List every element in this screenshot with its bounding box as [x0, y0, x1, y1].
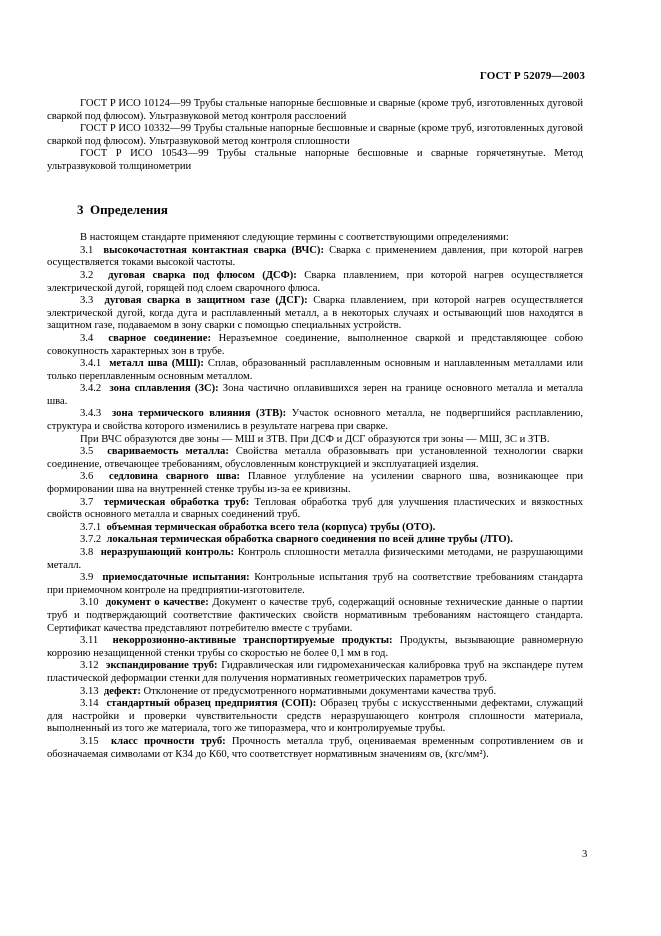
definition-item	[47, 497, 583, 522]
definition-text: Плавное углубление на усилении сварного шва, возникающее при формировании шва на внутренней стенке трубы из-за ее кривизны.	[47, 471, 583, 496]
definition-number: 3.1	[80, 244, 94, 256]
section-intro: В настоящем стандарте применяют следующие термины с соответствующими определениями:	[80, 232, 509, 244]
definition-item	[47, 572, 583, 597]
definition-number: 3.14	[80, 698, 99, 710]
definition-number: 3.2	[80, 269, 94, 281]
definition-item	[47, 270, 583, 295]
definition-number: 3.3	[80, 295, 94, 307]
definition-item	[47, 660, 583, 685]
page-number: 3	[582, 849, 588, 860]
definition-text: Документ о качестве труб, содержащий основные технические данные о партии труб и подтверждающий соответствие фактических свойств нормативным требованиям настоящего стандарта. Сертификат качества представляют потребителю вместе с трубами.	[47, 597, 583, 634]
definition-term: некоррозионно-активные транспортируемые продукты:	[112, 635, 393, 647]
definition-item	[47, 471, 583, 496]
definition-term: высокочастотная контактная сварка (ВЧС):	[103, 244, 324, 256]
definition-term: свариваемость металла:	[107, 446, 229, 458]
definition-item	[47, 736, 583, 761]
reference-item: ГОСТ Р ИСО 10124—99 Трубы стальные напорные бесшовные и сварные (кроме труб, изготовленных дуговой сваркой под флюсом). Ультразвуковой метод контроля расслоений	[47, 98, 583, 122]
definition-term: стандартный образец предприятия (СОП):	[106, 698, 317, 710]
definition-text: Зона частично оплавившихся зерен на границе основного металла и металла шва.	[47, 383, 583, 407]
definition-term: дуговая сварка под флюсом (ДСФ):	[108, 269, 297, 281]
definition-term: дефект:	[103, 685, 141, 697]
definition-term: неразрушающий контроль:	[100, 547, 235, 558]
definition-text: Тепловая обработка труб для улучшения пластических и вязкостных свойств основного металла и сварных соединений труб.	[47, 496, 584, 521]
definition-text: Сплав, образованный расплавленным основным и наплавленным металлами или только переплавленным основным металлом.	[47, 358, 583, 382]
reference-item: ГОСТ Р ИСО 10543—99 Трубы стальные напорные бесшовные и сварные горячетянутые. Метод ультразвуковой толщинометрии	[47, 148, 583, 172]
definition-item	[47, 547, 583, 572]
definition-term: приемосдаточные испытания:	[102, 572, 250, 584]
definition-number: 3.4	[80, 332, 94, 344]
definition-term: объемная термическая обработка всего тела (корпуса) трубы (ОТО).	[106, 521, 436, 533]
definition-text: Прочность металла труб, оцениваемая временным сопротивлением σв и обозначаемая символами от К34 до К60, что соответствует нормативным значениям σв, (кгс/мм²).	[47, 735, 584, 760]
definition-item	[47, 686, 583, 699]
definition-item	[47, 434, 583, 447]
definition-number: 3.12	[80, 660, 99, 672]
definition-item	[47, 383, 583, 408]
definition-text: Образец трубы с искусственными дефектами, служащий для настройки и проверки чувствительности средств неразрушающего контроля сплошности материала, выполненный из того же материала, того же типоразмера, что и контролируемые трубы.	[47, 698, 583, 735]
definition-number: 3.4.2	[80, 383, 102, 395]
definition-item	[47, 408, 583, 433]
reference-item: ГОСТ Р ИСО 10332—99 Трубы стальные напорные бесшовные и сварные (кроме труб, изготовленных дуговой сваркой под флюсом). Ультразвуковой метод контроля сплошности	[47, 123, 583, 147]
definition-item	[47, 245, 583, 270]
definition-item	[47, 295, 583, 333]
definition-term: дуговая сварка в защитном газе (ДСГ):	[104, 295, 308, 307]
definition-number: 3.6	[80, 471, 94, 483]
definition-term: зона сплавления (ЗС):	[109, 383, 219, 395]
definition-number: 3.7.2	[80, 534, 102, 546]
definition-number: 3.11	[80, 635, 99, 647]
definition-term: сварное соединение:	[108, 332, 211, 344]
definition-number: 3.8	[80, 547, 94, 558]
definition-number: 3.13	[80, 685, 99, 697]
definition-text: Участок основного металла, не подвергшийся расплавлению, структура и свойства которого изменились в результате нагрева при сварке.	[47, 408, 584, 433]
definition-term: документ о качестве:	[105, 597, 209, 609]
definition-text: Сварка плавлением, при которой нагрев осуществляется электрической дугой, горящей под слоем сварочного флюса.	[47, 269, 584, 294]
definition-term: термическая обработка труб:	[103, 496, 250, 508]
definition-item	[47, 522, 583, 535]
definition-text: Отклонение от предусмотренного нормативными документами качества труб.	[140, 685, 497, 697]
definition-term: зона термического влияния (ЗТВ):	[111, 408, 287, 420]
definition-text: Сварка плавлением, при которой нагрев осуществляется электрической дугой, когда дуга и расплавленный металл, а в некоторых случаях и остывающий шов находятся в защитном газе, подаваемом в зону сварки с помощью специальных устройств.	[47, 295, 583, 332]
definition-number: 3.7	[80, 496, 94, 508]
definition-number: 3.10	[80, 597, 99, 609]
definition-number: 3.4.1	[80, 358, 102, 370]
definition-term: металл шва (МШ):	[109, 358, 204, 370]
definition-term: локальная термическая обработка сварного соединения по всей длине трубы (ЛТО).	[106, 534, 513, 546]
references-list	[47, 98, 583, 174]
definition-text: Продукты, вызывающие равномерную коррозию незащищенной стенки трубы со скоростью не более 0,1 мм в год.	[47, 635, 583, 659]
section-heading	[77, 201, 583, 217]
definition-text: Неразъемное соединение, выполненное сваркой и представляющее собою совокупность характерных зон в трубе.	[47, 332, 583, 357]
definition-text: Гидравлическая или гидромеханическая калибровка труб на экспандере путем пластической деформации стенки для получения нормативных геометрических параметров труб.	[47, 660, 584, 684]
definition-item	[47, 635, 583, 660]
definition-text: Сварка с применением давления, при которой нагрев осуществляется токами высокой частоты.	[47, 244, 583, 269]
section-title: Определения	[90, 201, 168, 217]
definition-number: 3.9	[80, 572, 94, 584]
definition-text: При ВЧС образуются две зоны — МШ и ЗТВ. При ДСФ и ДСГ образуются три зоны — МШ, ЗС и ЗТВ.	[80, 433, 550, 445]
definition-number: 3.5	[80, 446, 94, 458]
definition-term: седловина сварного шва:	[109, 471, 241, 483]
definition-item	[47, 698, 583, 736]
definition-item	[47, 446, 583, 471]
document-body	[47, 98, 583, 761]
definition-number: 3.4.3	[80, 408, 102, 420]
definition-text: Свойства металла образовывать при установленной технологии сварки соединение, отвечающее требованиям, обусловленным конструкцией и эксплуатацией изделия.	[47, 446, 583, 470]
document-id-header: ГОСТ Р 52079—2003	[479, 70, 585, 82]
definition-text: Контрольные испытания труб на соответствие требованиям стандарта при приемочном контроле на предприятии-изготовителе.	[47, 572, 584, 596]
definitions-list	[47, 245, 583, 761]
definition-number: 3.7.1	[80, 521, 102, 533]
definition-term: экспандирование труб:	[105, 660, 218, 672]
definition-item	[47, 597, 583, 635]
definition-text: Контроль сплошности металла физическими методами, не разрушающими металл.	[47, 547, 583, 571]
section-number: 3	[77, 201, 84, 217]
definition-item	[47, 534, 583, 547]
definition-item	[47, 358, 583, 383]
definition-term: класс прочности труб:	[111, 735, 226, 747]
definition-number: 3.15	[80, 735, 99, 747]
definition-item	[47, 333, 583, 358]
